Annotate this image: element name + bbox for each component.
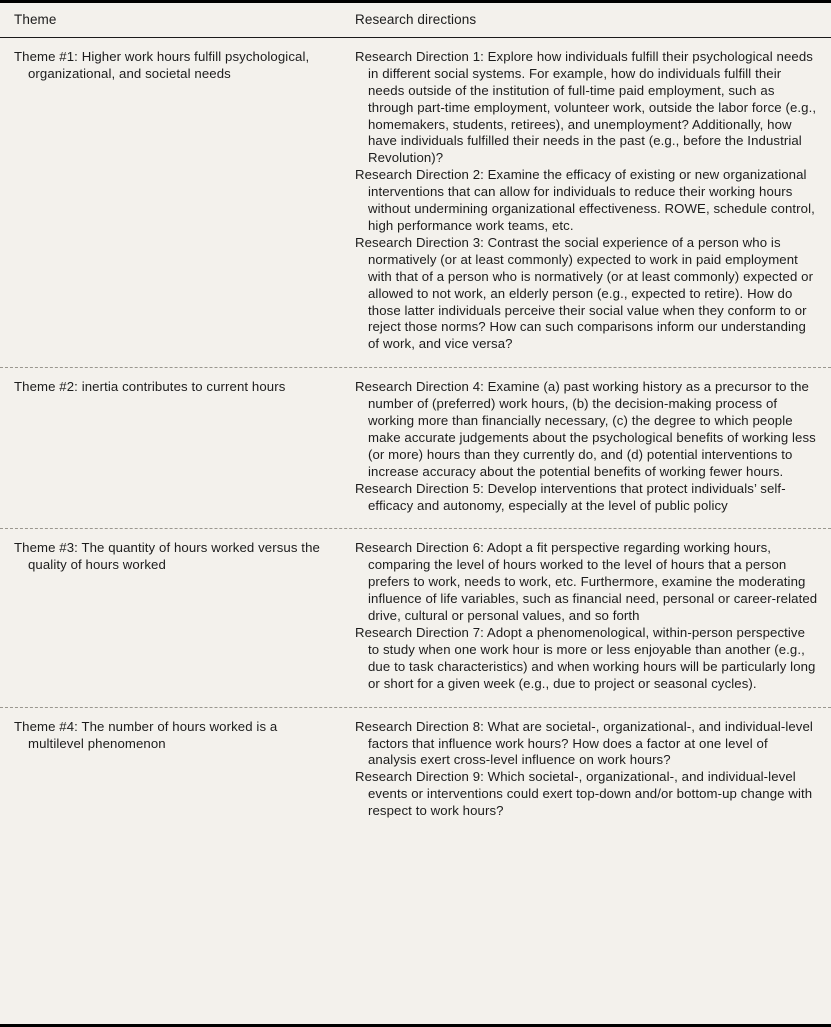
table-row-theme-2: [0, 367, 831, 528]
theme-text: Theme #4: The number of hours worked is a multilevel phenomenon: [14, 718, 278, 751]
research-direction-5: Research Direction 5: Develop interventions that protect individuals’ self-efficacy and autonomy, especially at the level of public policy: [355, 480, 786, 513]
theme-cell: [0, 708, 355, 767]
table-row-theme-4: [0, 707, 831, 834]
directions-cell: [355, 708, 831, 834]
column-header-theme: Theme: [14, 12, 57, 27]
theme-text: Theme #2: inertia contributes to current hours: [14, 379, 286, 395]
theme-cell: [0, 38, 355, 97]
directions-cell: [355, 38, 831, 367]
research-direction-8: Research Direction 8: What are societal-, organizational-, and individual-level factors that influence work hours? How does a factor at one level of analysis exert cross-level influence on work hours?: [355, 718, 813, 768]
theme-cell: [0, 529, 355, 588]
column-header-research-directions: Research directions: [355, 12, 477, 27]
theme-cell: [0, 368, 355, 410]
table-header-row: [0, 3, 831, 38]
research-direction-1: Research Direction 1: Explore how individuals fulfill their psychological needs in different social systems. For example, how do individuals fulfill their needs outside of the institution of full-time paid employment, such as through part-time employment, volunteer work, outside the labor force (e.g., homemakers, students, retirees), and unemployment? Additionally, how have individuals fulfilled their needs in the past (e.g., before the Industrial Revolution)?: [355, 48, 817, 166]
research-direction-9: Research Direction 9: Which societal-, organizational-, and individual-level events or interventions could exert top-down and/or bottom-up change with respect to work hours?: [355, 769, 813, 819]
research-direction-4: Research Direction 4: Examine (a) past working history as a precursor to the number of (preferred) work hours, (b) the decision-making process of working more than financially necessary, (c) the degree to which people make accurate judgements about the psychological benefits of working less (or more) hours than they currently do, and (d) potential interventions to increase accuracy about the potential benefits of working fewer hours.: [355, 379, 816, 479]
table-row-theme-1: [0, 38, 831, 367]
research-direction-3: Research Direction 3: Contrast the social experience of a person who is normatively (or at least commonly) expected to work in paid employment with that of a person who is normatively (or at least commonly) expected or allowed to not work, an elderly person (e.g., expected to retire). How do those latter individuals perceive their social value when they conform to or reject those norms? How can such comparisons inform our understanding of work, and vice versa?: [355, 234, 814, 352]
table-row-theme-3: [0, 528, 831, 706]
research-direction-6: Research Direction 6: Adopt a fit perspective regarding working hours, comparing the level of hours worked to the level of hours that a person prefers to work, needs to work, etc. Furthermore, examine the moderating influence of life variables, such as financial need, personal or career-related drive, cultural or personal values, and so forth: [355, 540, 818, 624]
research-direction-2: Research Direction 2: Examine the efficacy of existing or new organizational interventions that can allow for individuals to reduce their working hours without undermining organizational effectiveness. ROWE, schedule control, high performance work teams, etc.: [355, 167, 815, 233]
directions-cell: [355, 368, 831, 528]
research-direction-7: Research Direction 7: Adopt a phenomenological, within-person perspective to study when one work hour is more or less enjoyable than another (e.g., due to task characteristics) and when working hours will be particularly long or short for a given week (e.g., due to project or seasonal cycles).: [355, 625, 816, 691]
theme-text: Theme #1: Higher work hours fulfill psychological, organizational, and societal needs: [14, 48, 310, 81]
theme-text: Theme #3: The quantity of hours worked versus the quality of hours worked: [14, 540, 320, 573]
directions-cell: [355, 529, 831, 706]
